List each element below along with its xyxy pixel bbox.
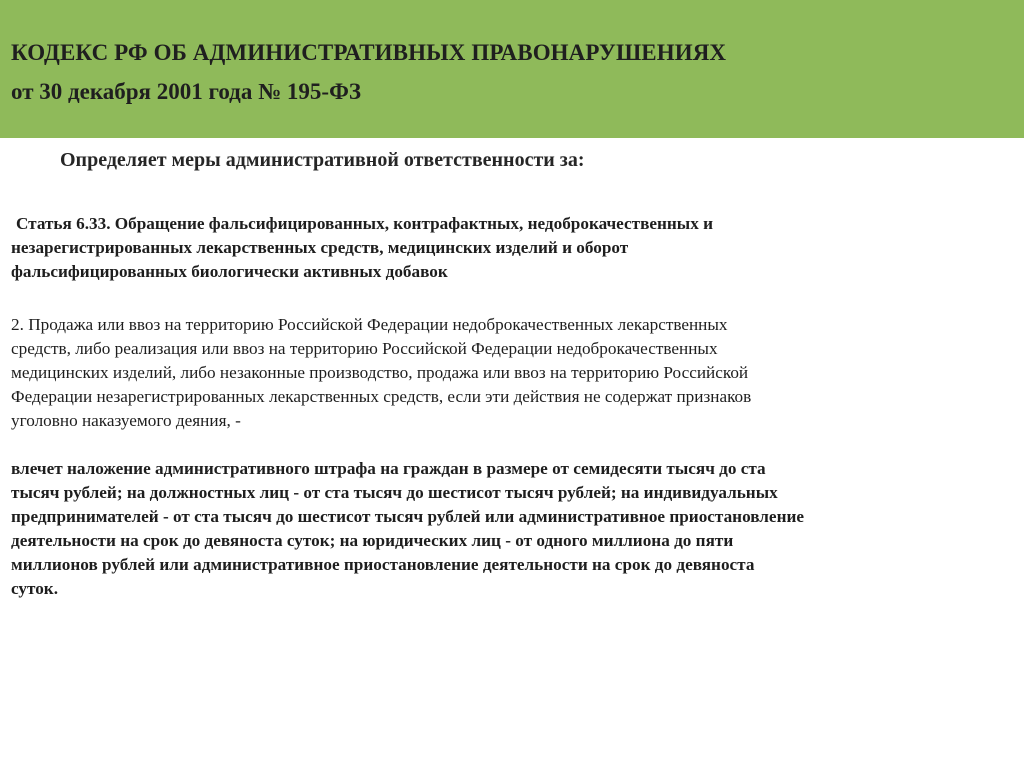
penalty-line: суток.	[11, 579, 59, 598]
penalty-paragraph	[11, 457, 1011, 601]
clause-line: 2. Продажа или ввоз на территорию Российской Федерации недоброкачественных лекарственных	[11, 315, 728, 334]
penalty-line: деятельности на срок до девяноста суток; на юридических лиц - от одного миллиона до пяти	[11, 531, 734, 550]
lead-text: Определяет меры административной ответственности за:	[60, 149, 585, 171]
clause-line: медицинских изделий, либо незаконные производство, продажа или ввоз на территорию Российской	[11, 363, 749, 382]
document-subtitle: от 30 декабря 2001 года № 195-ФЗ	[11, 79, 361, 104]
article-line: незарегистрированных лекарственных средств, медицинских изделий и оборот	[11, 238, 629, 257]
clause-line: уголовно наказуемого деяния, -	[11, 411, 241, 430]
clause-line: Федерации незарегистрированных лекарственных средств, если эти действия не содержат признаков	[11, 387, 752, 406]
penalty-line: влечет наложение административного штрафа на граждан в размере от семидесяти тысяч до ста	[11, 459, 766, 478]
clause-paragraph	[11, 313, 1011, 433]
document-title: КОДЕКС РФ ОБ АДМИНИСТРАТИВНЫХ ПРАВОНАРУШЕНИЯХ	[11, 40, 727, 65]
penalty-line: миллионов рублей или административное приостановление деятельности на срок до девяноста	[11, 555, 755, 574]
article-heading	[11, 212, 1011, 284]
article-line: Статья 6.33. Обращение фальсифицированных, контрафактных, недоброкачественных и	[16, 214, 714, 233]
header-band	[0, 0, 1024, 138]
penalty-line: предпринимателей - от ста тысяч до шестисот тысяч рублей или административное приостановление	[11, 507, 804, 526]
clause-line: средств, либо реализация или ввоз на территорию Российской Федерации недоброкачественных	[11, 339, 718, 358]
article-line: фальсифицированных биологически активных добавок	[11, 262, 448, 281]
penalty-line: тысяч рублей; на должностных лиц - от ста тысяч до шестисот тысяч рублей; на индивидуальных	[11, 483, 778, 502]
